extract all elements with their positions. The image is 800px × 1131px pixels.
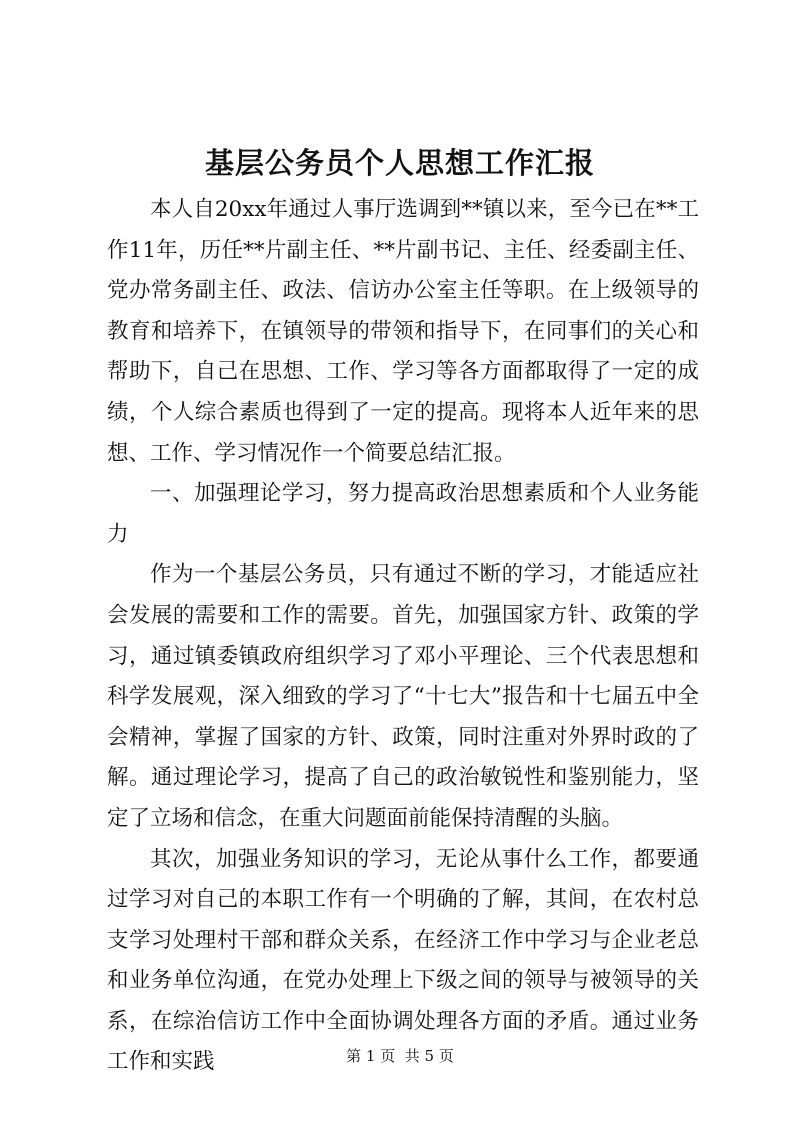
paragraph-theory-study: 作为一个基层公务员，只有通过不断的学习，才能适应社会发展的需要和工作的需要。首先，加强国家方针、政策的学习，通过镇委镇政府组织学习了邓小平理论、三个代表思想和科学发展观，深入细致的学习了“十七大”报告和十七届五中全会精神，掌握了国家的方针、政策，同时注重对外界时政的了解。通过理论学习，提高了自己的政治敏锐性和鉴别能力，坚定了立场和信念，在重大问题面前能保持清醒的头脑。 [107, 562, 699, 831]
page-footer: 第 1 页 共 5 页 [346, 1047, 454, 1065]
section-heading-1: 一、加强理论学习，努力提高政治思想素质和个人业务能力 [107, 481, 699, 547]
document-title: 基层公务员个人思想工作汇报 [204, 146, 595, 180]
document-body [107, 190, 699, 1083]
paragraph-intro: 本人自20xx年通过人事厅选调到**镇以来，至今已在**工作11年，历任**片副主任、**片副书记、主任、经委副主任、党办常务副主任、政法、信访办公室主任等职。在上级领导的教育和培养下，在镇领导的带领和指导下，在同事们的关心和帮助下，自己在思想、工作、学习等各方面都取得了一定的成绩，个人综合素质也得到了一定的提高。现将本人近年来的思想、工作、学习情况作一个简要总结汇报。 [107, 197, 699, 466]
paragraph-business-study: 其次，加强业务知识的学习，无论从事什么工作，都要通过学习对自己的本职工作有一个明确的了解，其间，在农村总支学习处理村干部和群众关系，在经济工作中学习与企业老总和业务单位沟通，在党办处理上下级之间的领导与被领导的关系，在综治信访工作中全面协调处理各方面的矛盾。通过业务工作和实践 [107, 846, 699, 1075]
